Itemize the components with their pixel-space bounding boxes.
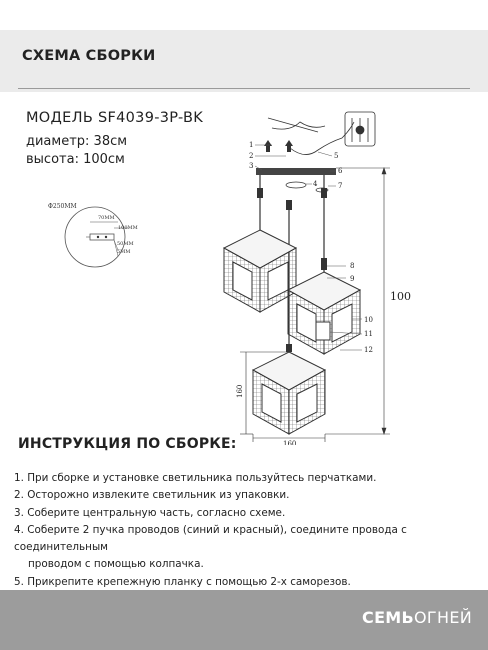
instruction-step: 4. Соберите 2 пучка проводов (синий и красный), соедините провода с соединительным проводом с помощью колпачка. [14,523,407,571]
header-divider [18,88,470,89]
callout-11: 11 [364,330,373,338]
callout-12: 12 [364,346,373,354]
callout-8: 8 [350,262,355,270]
callout-3: 3 [249,162,254,170]
instruction-step: 3. Соберите центральную часть, согласно схеме. [14,506,286,519]
assembly-diagram [0,100,488,445]
ceiling-wiring [268,112,375,155]
callout-9: 9 [350,275,355,283]
shade-2 [288,272,360,354]
instructions-title: ИНСТРУКЦИЯ ПО СБОРКЕ: [18,436,237,452]
callout-4: 4 [313,180,318,188]
model-height: высота: 100см [26,152,125,167]
callout-7: 7 [338,182,343,190]
shade-width-label: 160 [283,440,297,445]
plate-w2-label: 100MM [118,225,138,231]
callout-2: 2 [249,152,254,160]
instruction-step: 1. При сборке и установке светильника пользуйтесь перчатками. [14,472,377,484]
plate-h1-label: 50MM [117,241,134,247]
shade-height-label: 160 [236,384,244,398]
page-title: СХЕМА СБОРКИ [22,48,156,64]
callout-6: 6 [338,167,343,175]
plate-h2-label: 5MM [117,249,131,255]
shade-3 [253,352,325,434]
plate-w1-label: 70MM [98,215,115,221]
brand-logo: СЕМЬОГНЕЙ [362,608,472,627]
shade-1 [224,230,296,312]
plate-diameter-label: Φ250MM [48,203,77,210]
mounting-plate-detail [48,203,138,267]
instruction-step: 2. Осторожно извлеките светильник из упаковки. [14,489,290,502]
screws [264,140,293,152]
callout-1: 1 [249,141,254,149]
instruction-step: 5. Прикрепите крепежную планку с помощью 2-х саморезов. [14,575,351,588]
callout-10: 10 [364,316,373,324]
height-dimension-label: 100 [390,290,411,303]
model-name: МОДЕЛЬ SF4039-3P-BK [26,110,204,126]
callout-5: 5 [334,152,339,160]
model-diameter: диаметр: 38см [26,134,128,149]
